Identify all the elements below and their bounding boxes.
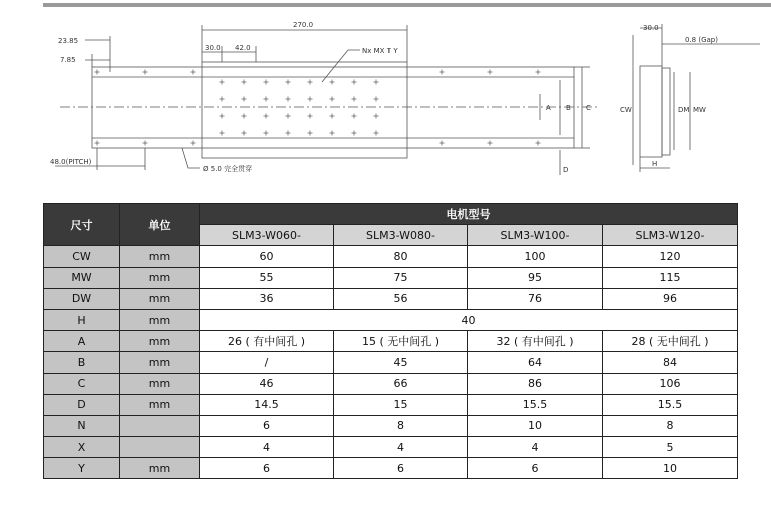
row-value: 46 bbox=[200, 373, 334, 394]
table-row bbox=[44, 373, 738, 394]
table-row bbox=[44, 458, 738, 479]
row-value: 15 bbox=[334, 394, 468, 415]
row-value: 6 bbox=[200, 415, 334, 436]
row-unit: mm bbox=[120, 267, 200, 288]
header-unit: 单位 bbox=[120, 204, 200, 246]
row-value: 8 bbox=[334, 415, 468, 436]
row-label: DW bbox=[44, 288, 120, 309]
row-unit: mm bbox=[120, 394, 200, 415]
dim-785-label: 7.85 bbox=[60, 56, 76, 64]
row-label: Y bbox=[44, 458, 120, 479]
label-a: A bbox=[546, 104, 551, 112]
row-value: 10 bbox=[468, 415, 603, 436]
hole-note: Nx MX 𝐓 Y bbox=[362, 47, 398, 55]
table-row bbox=[44, 437, 738, 458]
row-value: 32 ( 有中间孔 ) bbox=[468, 331, 603, 352]
label-c: C bbox=[586, 104, 591, 112]
row-unit: mm bbox=[120, 246, 200, 267]
table-row bbox=[44, 352, 738, 373]
dim-42-label: 42.0 bbox=[235, 44, 251, 52]
side-top-label: 30.0 bbox=[643, 24, 659, 32]
row-value: / bbox=[200, 352, 334, 373]
table-row bbox=[44, 267, 738, 288]
table-row bbox=[44, 415, 738, 436]
row-unit: mm bbox=[120, 373, 200, 394]
side-gap-label: 0.8 (Gap) bbox=[685, 36, 718, 44]
dim-total-label: 270.0 bbox=[293, 21, 314, 29]
pitch-label: 48.0(PITCH) bbox=[50, 158, 92, 166]
row-value: 80 bbox=[334, 246, 468, 267]
row-value: 6 bbox=[334, 458, 468, 479]
model-col: SLM3-W100- bbox=[468, 225, 603, 246]
technical-drawing bbox=[0, 0, 771, 200]
through-hole-note: Ø 5.0 完全贯穿 bbox=[203, 165, 253, 173]
row-value: 4 bbox=[334, 437, 468, 458]
dim-2385-label: 23.85 bbox=[58, 37, 79, 45]
row-value: 6 bbox=[200, 458, 334, 479]
table-row bbox=[44, 288, 738, 309]
model-col: SLM3-W080- bbox=[334, 225, 468, 246]
row-unit: mm bbox=[120, 309, 200, 330]
row-value: 100 bbox=[468, 246, 603, 267]
row-value: 14.5 bbox=[200, 394, 334, 415]
row-value: 56 bbox=[334, 288, 468, 309]
table-row bbox=[44, 309, 738, 330]
model-col: SLM3-W060- bbox=[200, 225, 334, 246]
row-label: C bbox=[44, 373, 120, 394]
row-value: 5 bbox=[603, 437, 738, 458]
row-value: 120 bbox=[603, 246, 738, 267]
row-value: 60 bbox=[200, 246, 334, 267]
row-value: 76 bbox=[468, 288, 603, 309]
header-model: 电机型号 bbox=[200, 204, 738, 225]
row-value: 15.5 bbox=[603, 394, 738, 415]
row-value: 75 bbox=[334, 267, 468, 288]
row-label: A bbox=[44, 331, 120, 352]
row-value: 106 bbox=[603, 373, 738, 394]
row-value: 45 bbox=[334, 352, 468, 373]
label-mw: MW bbox=[693, 106, 706, 114]
row-unit bbox=[120, 437, 200, 458]
row-value: 86 bbox=[468, 373, 603, 394]
row-unit: mm bbox=[120, 458, 200, 479]
mover-block bbox=[202, 62, 407, 158]
label-dm: DM bbox=[678, 106, 690, 114]
header-size: 尺寸 bbox=[44, 204, 120, 246]
row-value-merged: 40 bbox=[200, 309, 738, 330]
side-view-body bbox=[640, 66, 662, 157]
row-label: D bbox=[44, 394, 120, 415]
label-d: D bbox=[563, 166, 569, 174]
row-label: N bbox=[44, 415, 120, 436]
table-row bbox=[44, 246, 738, 267]
row-value: 8 bbox=[603, 415, 738, 436]
row-value: 15.5 bbox=[468, 394, 603, 415]
row-label: H bbox=[44, 309, 120, 330]
dim-30-label: 30.0 bbox=[205, 44, 221, 52]
row-value: 36 bbox=[200, 288, 334, 309]
row-label: MW bbox=[44, 267, 120, 288]
model-col: SLM3-W120- bbox=[603, 225, 738, 246]
row-value: 115 bbox=[603, 267, 738, 288]
row-value: 95 bbox=[468, 267, 603, 288]
label-b: B bbox=[566, 104, 571, 112]
row-label: B bbox=[44, 352, 120, 373]
row-value: 84 bbox=[603, 352, 738, 373]
label-cw: CW bbox=[620, 106, 632, 114]
row-value: 64 bbox=[468, 352, 603, 373]
row-value: 26 ( 有中间孔 ) bbox=[200, 331, 334, 352]
row-unit: mm bbox=[120, 288, 200, 309]
row-unit: mm bbox=[120, 352, 200, 373]
base-outline bbox=[92, 67, 574, 148]
spec-table-body bbox=[44, 246, 738, 479]
row-value: 66 bbox=[334, 373, 468, 394]
label-h: H bbox=[652, 160, 658, 168]
row-value: 4 bbox=[468, 437, 603, 458]
spec-table bbox=[43, 203, 738, 479]
row-value: 96 bbox=[603, 288, 738, 309]
row-value: 28 ( 无中间孔 ) bbox=[603, 331, 738, 352]
row-value: 4 bbox=[200, 437, 334, 458]
row-value: 15 ( 无中间孔 ) bbox=[334, 331, 468, 352]
row-value: 6 bbox=[468, 458, 603, 479]
row-value: 55 bbox=[200, 267, 334, 288]
row-label: X bbox=[44, 437, 120, 458]
row-value: 10 bbox=[603, 458, 738, 479]
row-label: CW bbox=[44, 246, 120, 267]
table-row bbox=[44, 331, 738, 352]
row-unit bbox=[120, 415, 200, 436]
table-row bbox=[44, 394, 738, 415]
row-unit: mm bbox=[120, 331, 200, 352]
